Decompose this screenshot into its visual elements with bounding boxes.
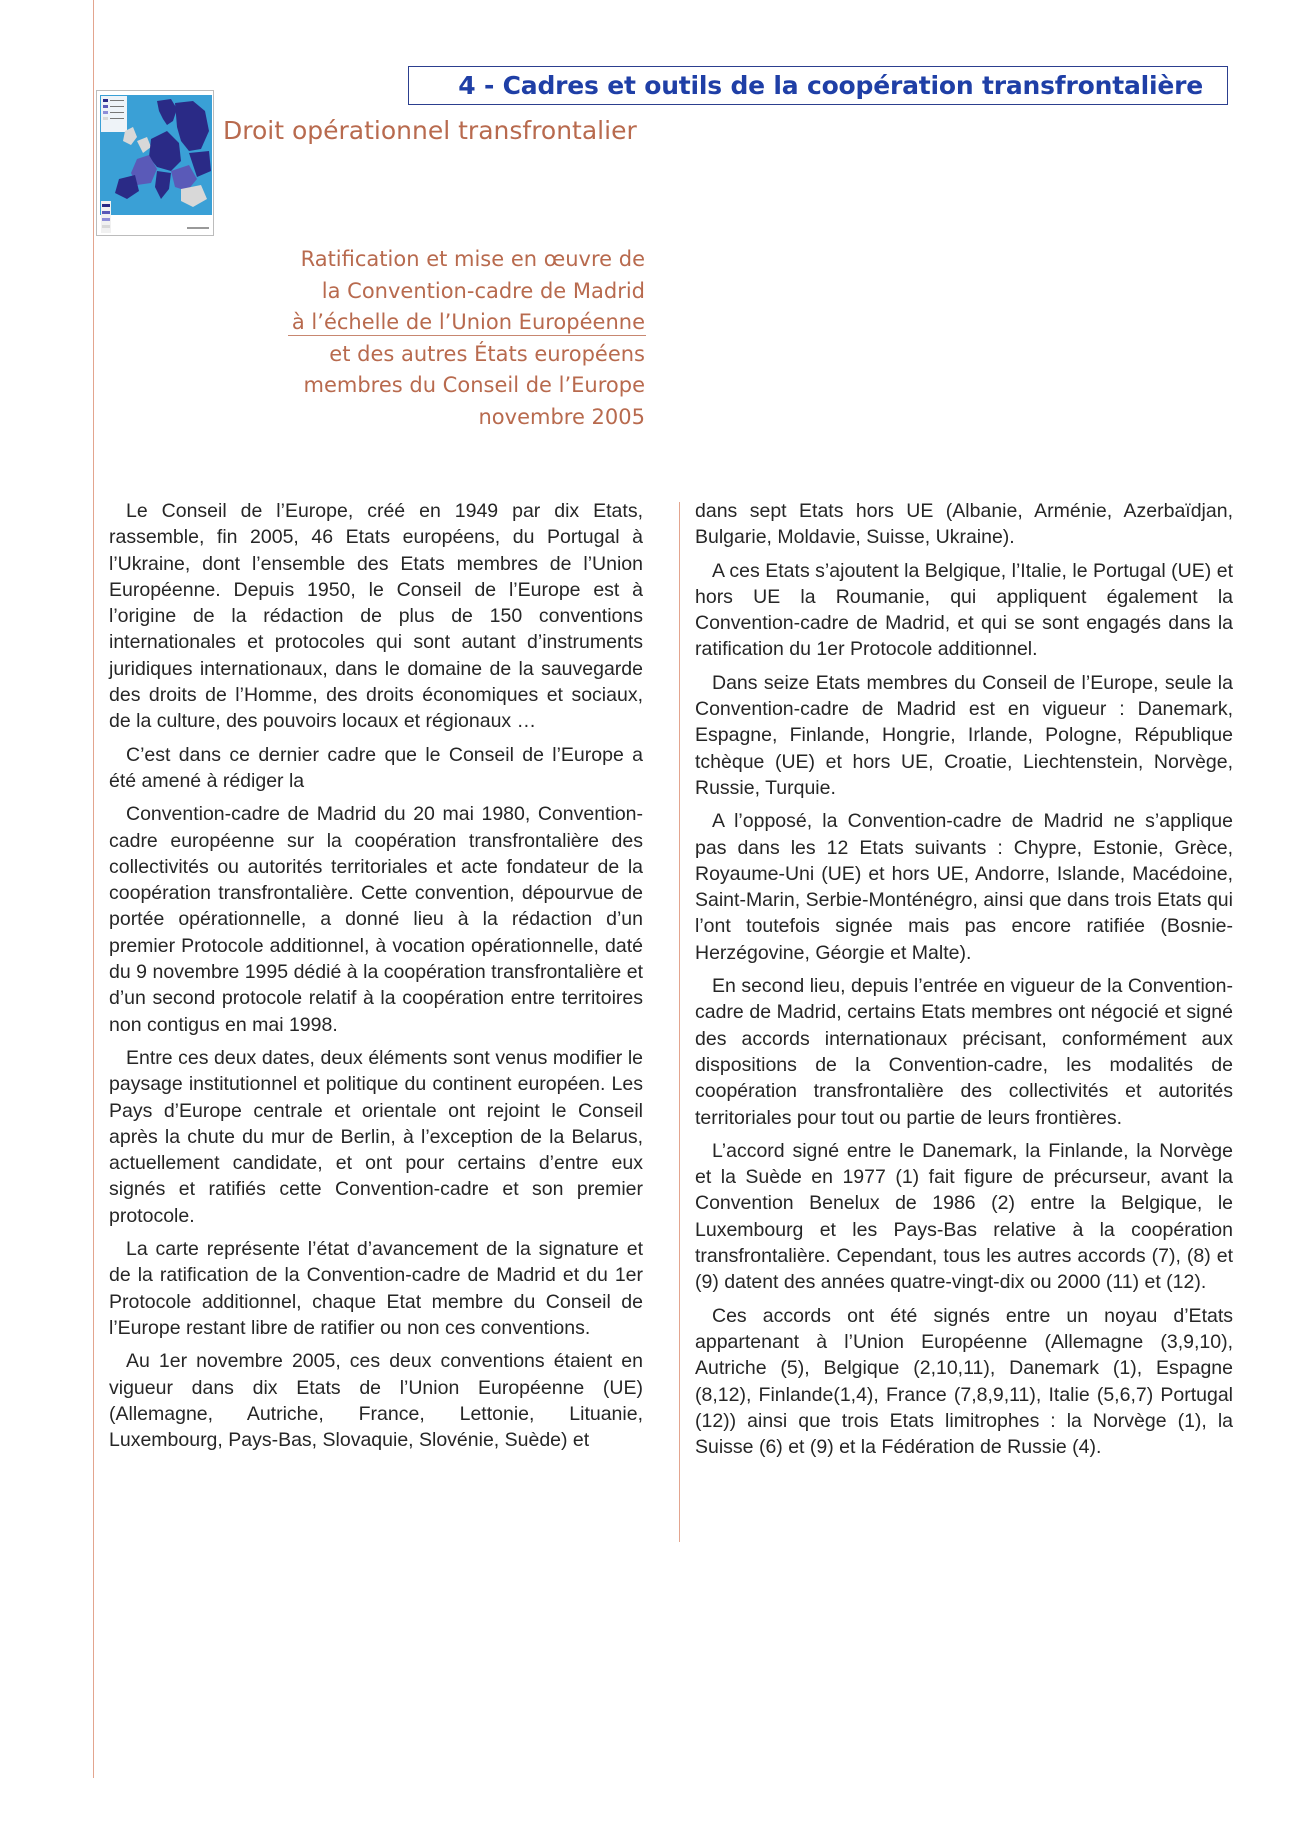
paragraph: Convention-cadre de Madrid du 20 mai 1980, Convention-cadre européenne sur la coopération transfrontalière des collectivités ou autorités territoriales et acte fondateur de la coopération transfrontalière. Cette convention, dépourvue de portée opérationnelle, a donné lieu à la rédaction d’un premier Protocole additionnel, à vocation opérationnelle, daté du 9 novembre 1995 dédié à la coopération transfrontalière et d’un second protocole relatif à la coopération entre territoires non contigus en mai 1998. (109, 803, 643, 1036)
paragraph: A ces Etats s’ajoutent la Belgique, l’Italie, le Portugal (UE) et hors UE la Roumanie, qui appliquent également la Convention-cadre de Madrid, et qui se sont engagés dans la ratification du 1er Protocole additionnel. (695, 559, 1233, 661)
chapter-header-box (408, 66, 1228, 105)
subtitle-divider (288, 335, 646, 336)
paragraph: En second lieu, depuis l’entrée en vigueur de la Convention-cadre de Madrid, certains Etats membres ont négocié et signé des accords internationaux précisant, conformément aux dispositions de la Convention-cadre, les modalités de coopération transfrontalière des collectivités et autorités territoriales pour tout ou partie de leurs frontières. (695, 975, 1233, 1129)
right-text-column (695, 498, 1233, 1467)
chapter-title: 4 - Cadres et outils de la coopération transfrontalière (458, 71, 1203, 100)
paragraph: C’est dans ce dernier cadre que le Conseil de l’Europe a été amené à rédiger la (109, 743, 643, 792)
section-title: Droit opérationnel transfrontalier (223, 116, 637, 145)
subtitle-line: novembre 2005 (478, 404, 645, 429)
europe-map-icon (97, 91, 214, 236)
paragraph: A l’opposé, la Convention-cadre de Madrid ne s’applique pas dans les 12 Etats suivants : Chypre, Estonie, Grèce, Royaume-Uni (UE) et hors UE, Andorre, Islande, Macédoine, Saint-Marin, Serbie-Monténégro, ainsi que dans trois Etats qui l’ont toutefois signée mais pas encore ratifiée (Bosnie-Herzégovine, Géorgie et Malte). (695, 810, 1233, 964)
left-text-column (109, 498, 643, 1460)
paragraph: Ces accords ont été signés entre un noyau d’Etats appartenant à l’Union Européenne (Allemagne (3,9,10), Autriche (5), Belgique (2,10,11), Danemark (1), Espagne (8,12), Finlande(1,4), France (7,8,9,11), Italie (5,6,7) Portugal (12)) ainsi que trois Etats limitrophes : la Norvège (1), la Suisse (6) et (9) et la Fédération de Russie (4). (695, 1304, 1233, 1459)
paragraph: Dans seize Etats membres du Conseil de l’Europe, seule la Convention-cadre de Madrid est en vigueur : Danemark, Espagne, Finlande, Hongrie, Irlande, Pologne, République tchèque (UE) et hors UE, Croatie, Liechtenstein, Norvège, Russie, Turquie. (695, 671, 1233, 799)
map-subtitle (225, 244, 645, 433)
subtitle-line: Ratification et mise en œuvre de (300, 247, 645, 271)
column-divider (679, 502, 680, 1542)
paragraph: La carte représente l’état d’avancement de la signature et de la ratification de la Convention-cadre de Madrid et du 1er Protocole additionnel, chaque Etat membre du Conseil de l’Europe restant libre de ratifier ou non ces conventions. (109, 1238, 643, 1339)
left-margin-rule (93, 0, 94, 1778)
subtitle-line: la Convention-cadre de Madrid (321, 278, 645, 303)
paragraph: Entre ces deux dates, deux éléments sont venus modifier le paysage institutionnel et politique du continent européen. Les Pays d’Europe centrale et orientale ont rejoint le Conseil après la chute du mur de Berlin, à l’exception de la Belarus, actuellement candidate, et ont pour certains d’entre eux signés et ratifiés cette Convention-cadre et son premier protocole. (109, 1046, 643, 1227)
paragraph: L’accord signé entre le Danemark, la Finlande, la Norvège et la Suède en 1977 (1) fait figure de précurseur, avant la Convention Benelux de 1986 (2) entre la Belgique, le Luxembourg et les Pays-Bas relative à la coopération transfrontalière. Cependant, tous les autres accords (7), (8) et (9) datent des années quatre-vingt-dix ou 2000 (11) et (12). (695, 1139, 1233, 1294)
paragraph: Le Conseil de l’Europe, créé en 1949 par dix Etats, rassemble, fin 2005, 46 Etats européens, du Portugal à l’Ukraine, dont l’ensemble des Etats membres de l’Union Européenne. Depuis 1950, le Conseil de l’Europe est à l’origine de la rédaction de plus de 150 conventions internationales et protocoles qui sont autant d’instruments juridiques internationaux, dans le domaine de la sauvegarde des droits de l’Homme, des droits économiques et sociaux, de la culture, des pouvoirs locaux et régionaux … (109, 500, 643, 733)
subtitle-line: et des autres États européens (329, 341, 645, 366)
paragraph: Au 1er novembre 2005, ces deux conventions étaient en vigueur dans dix Etats de l’Union Européenne (UE) (Allemagne, Autriche, France, Lettonie, Lituanie, Luxembourg, Pays-Bas, Slovaquie, Slovénie, Suède) et (109, 1350, 643, 1452)
subtitle-line: à l’échelle de l’Union Européenne (291, 310, 645, 334)
paragraph: dans sept Etats hors UE (Albanie, Arménie, Azerbaïdjan, Bulgarie, Moldavie, Suisse, Ukraine). (695, 500, 1233, 549)
subtitle-line: membres du Conseil de l’Europe (303, 373, 645, 397)
europe-map-thumbnail (96, 90, 214, 236)
